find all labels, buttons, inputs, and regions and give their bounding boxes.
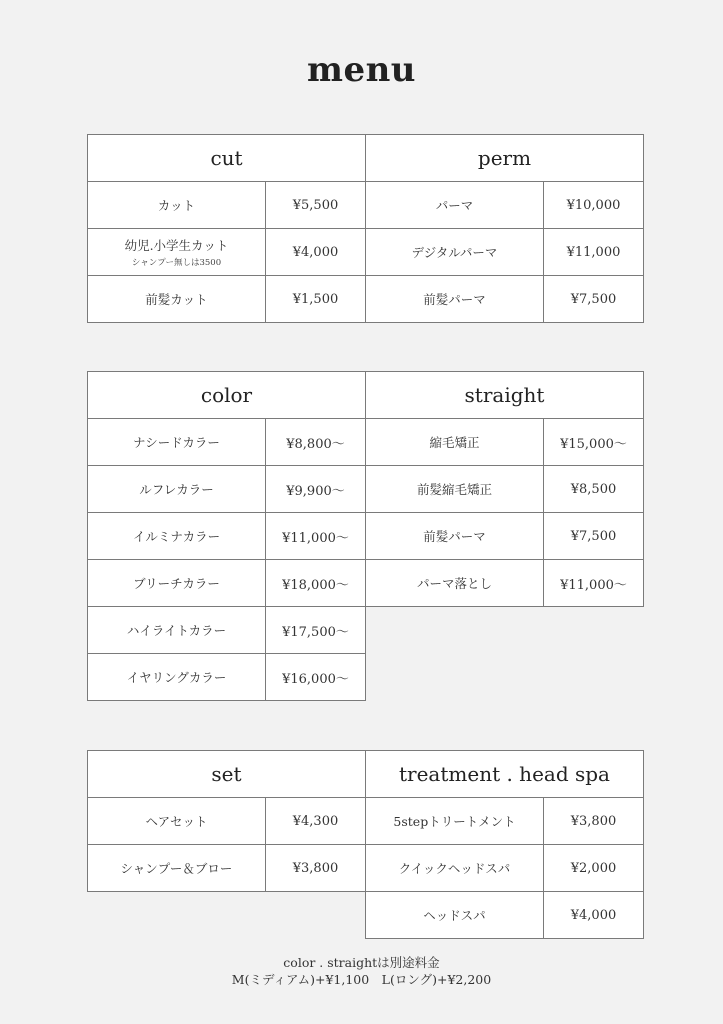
set-item-name: シャンプー＆ブロー bbox=[88, 845, 266, 892]
cut-item-name bbox=[88, 229, 266, 276]
cut-item-label: 幼児.小学生カット bbox=[124, 238, 229, 253]
color-item-name: ハイライトカラー bbox=[88, 607, 266, 654]
treatment-item-name: クイックヘッドスパ bbox=[366, 845, 544, 892]
perm-item-price: ¥11,000 bbox=[544, 229, 644, 276]
straight-item-name: 縮毛矯正 bbox=[366, 419, 544, 466]
set-treatment-table bbox=[87, 750, 644, 939]
straight-item-price: ¥7,500 bbox=[544, 513, 644, 560]
cut-item-subnote: シャンプー無しは3500 bbox=[131, 258, 222, 268]
table-row bbox=[88, 607, 644, 654]
table-row bbox=[88, 513, 644, 560]
perm-item-name: デジタルパーマ bbox=[366, 229, 544, 276]
straight-item-name: 前髪パーマ bbox=[366, 513, 544, 560]
table-row bbox=[88, 845, 644, 892]
pricing-note bbox=[0, 954, 723, 988]
table-row bbox=[88, 466, 644, 513]
page-title: menu bbox=[306, 50, 417, 90]
treatment-header: treatment . head spa bbox=[366, 751, 644, 798]
color-item-name: イルミナカラー bbox=[88, 513, 266, 560]
empty-cell bbox=[88, 892, 366, 939]
table-row bbox=[88, 229, 644, 276]
set-item-price: ¥4,300 bbox=[266, 798, 366, 845]
color-item-price: ¥9,900～ bbox=[266, 466, 366, 513]
cut-item-price: ¥4,000 bbox=[266, 229, 366, 276]
table-row bbox=[88, 654, 644, 701]
color-item-price: ¥16,000～ bbox=[266, 654, 366, 701]
table-row bbox=[88, 419, 644, 466]
cut-item-name: 前髪カット bbox=[88, 276, 266, 323]
empty-cell bbox=[366, 607, 644, 654]
straight-item-price: ¥8,500 bbox=[544, 466, 644, 513]
table-row bbox=[88, 182, 644, 229]
perm-item-name: 前髪パーマ bbox=[366, 276, 544, 323]
cut-header: cut bbox=[88, 135, 366, 182]
perm-item-price: ¥10,000 bbox=[544, 182, 644, 229]
straight-item-name: 前髪縮毛矯正 bbox=[366, 466, 544, 513]
color-item-name: ブリーチカラー bbox=[88, 560, 266, 607]
cut-item-price: ¥1,500 bbox=[266, 276, 366, 323]
pricing-note-line1: color . straightは別途料金 bbox=[283, 955, 440, 970]
color-item-price: ¥11,000～ bbox=[266, 513, 366, 560]
cut-item-price: ¥5,500 bbox=[266, 182, 366, 229]
set-item-name: ヘアセット bbox=[88, 798, 266, 845]
color-header: color bbox=[88, 372, 366, 419]
table-row bbox=[88, 798, 644, 845]
set-header: set bbox=[88, 751, 366, 798]
straight-item-name: パーマ落とし bbox=[366, 560, 544, 607]
table-row bbox=[88, 276, 644, 323]
treatment-item-price: ¥3,800 bbox=[544, 798, 644, 845]
color-item-name: イヤリングカラー bbox=[88, 654, 266, 701]
empty-cell bbox=[366, 654, 644, 701]
straight-header: straight bbox=[366, 372, 644, 419]
treatment-item-price: ¥2,000 bbox=[544, 845, 644, 892]
straight-item-price: ¥11,000～ bbox=[544, 560, 644, 607]
color-straight-table bbox=[87, 371, 644, 701]
cut-item-name: カット bbox=[88, 182, 266, 229]
set-item-price: ¥3,800 bbox=[266, 845, 366, 892]
color-item-price: ¥8,800～ bbox=[266, 419, 366, 466]
color-item-price: ¥17,500～ bbox=[266, 607, 366, 654]
straight-item-price: ¥15,000～ bbox=[544, 419, 644, 466]
color-item-price: ¥18,000～ bbox=[266, 560, 366, 607]
pricing-note-line2: M(ミディアム)+¥1,100 L(ロング)+¥2,200 bbox=[231, 972, 492, 987]
treatment-item-price: ¥4,000 bbox=[544, 892, 644, 939]
cut-perm-table bbox=[87, 134, 644, 323]
color-item-name: ルフレカラー bbox=[88, 466, 266, 513]
perm-item-price: ¥7,500 bbox=[544, 276, 644, 323]
treatment-item-name: 5stepトリートメント bbox=[366, 798, 544, 845]
color-item-name: ナシードカラー bbox=[88, 419, 266, 466]
table-row bbox=[88, 560, 644, 607]
perm-item-name: パーマ bbox=[366, 182, 544, 229]
treatment-item-name: ヘッドスパ bbox=[366, 892, 544, 939]
perm-header: perm bbox=[366, 135, 644, 182]
table-row bbox=[88, 892, 644, 939]
